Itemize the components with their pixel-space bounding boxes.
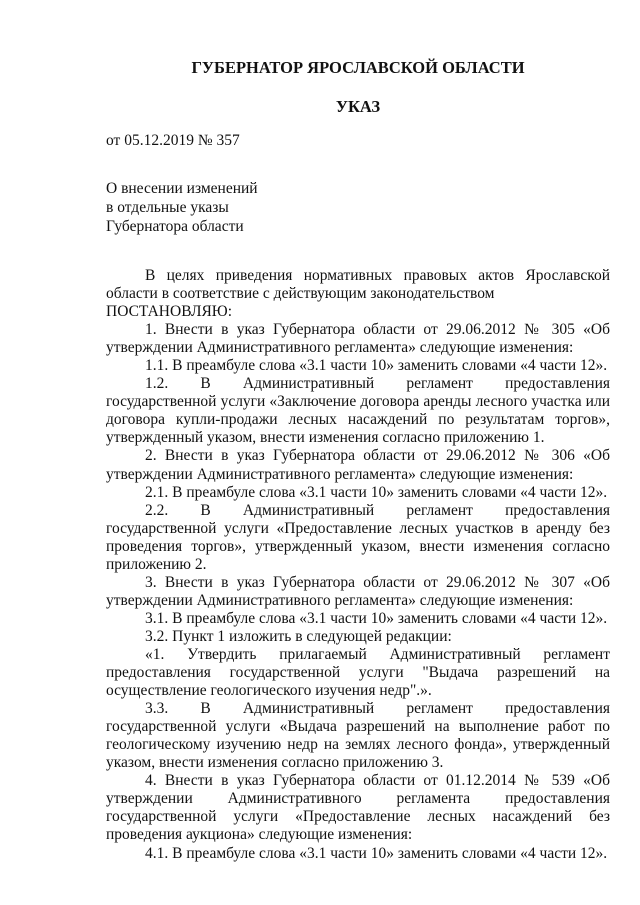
body-paragraph: 2.2. В Административный регламент предоставления государственной услуги «Предоставление лесных участков в аренду без проведения торгов», утвержденный указом, внести изменения согласно приложению 2. xyxy=(106,501,610,573)
subject-line: О внесении изменений xyxy=(106,180,258,197)
subject-line: в отдельные указы xyxy=(106,199,229,216)
body-paragraph: 1. Внести в указ Губернатора области от 29.06.2012 № 305 «Об утверждении Административного регламента» следующие изменения: xyxy=(106,321,610,357)
body-paragraph: 4.1. В преамбуле слова «3.1 части 10» заменить словами «4 части 12». xyxy=(145,844,608,862)
body-paragraph: 3.1. В преамбуле слова «3.1 части 10» заменить словами «4 части 12». xyxy=(145,609,608,627)
body-paragraph: 2. Внести в указ Губернатора области от 29.06.2012 № 306 «Об утверждении Административного регламента» следующие изменения: xyxy=(106,447,610,483)
resolve-word: ПОСТАНОВЛЯЮ: xyxy=(106,303,233,321)
subject-line: Губернатора области xyxy=(106,218,244,235)
body-paragraph: 4. Внести в указ Губернатора области от 01.12.2014 № 539 «Об утверждении Административного регламента предоставления государственной услуги «Предоставление лесных насаждений без проведения аукциона» следующие изменения: xyxy=(106,772,610,844)
document-type: УКАЗ xyxy=(335,97,381,116)
body-paragraph: 1.1. В преамбуле слова «3.1 части 10» заменить словами «4 части 12». xyxy=(145,357,608,375)
body-paragraph: 2.1. В преамбуле слова «3.1 части 10» заменить словами «4 части 12». xyxy=(145,483,608,501)
document-issuer: ГУБЕРНАТОР ЯРОСЛАВСКОЙ ОБЛАСТИ xyxy=(191,58,525,77)
quoted-paragraph: «1. Утвердить прилагаемый Административный регламент предоставления государственной услуги "Выдача разрешений на осуществление геологического изучения недр".». xyxy=(106,645,610,700)
document-subject xyxy=(106,179,258,236)
body-paragraph: 3.3. В Административный регламент предоставления государственной услуги «Выдача разрешений на выполнение работ по геологическому изучению недр на землях лесного фонда», утвержденный указом, внести изменения согласно приложению 3. xyxy=(106,700,610,772)
document-body xyxy=(106,267,610,863)
body-paragraph: 3.2. Пункт 1 изложить в следующей редакции: xyxy=(145,627,452,645)
body-paragraph: 3. Внести в указ Губернатора области от 29.06.2012 № 307 «Об утверждении Административного регламента» следующие изменения: xyxy=(106,573,610,609)
document-date-number: от 05.12.2019 № 357 xyxy=(106,132,240,149)
preamble-paragraph: В целях приведения нормативных правовых актов Ярославской области в соответствие с действующим законодательством xyxy=(106,267,610,303)
body-paragraph: 1.2. В Административный регламент предоставления государственной услуги «Заключение договора аренды лесного участка или договора купли-продажи лесных насаждений по результатам торгов», утвержденный указом, внести изменения согласно приложению 1. xyxy=(106,375,610,447)
